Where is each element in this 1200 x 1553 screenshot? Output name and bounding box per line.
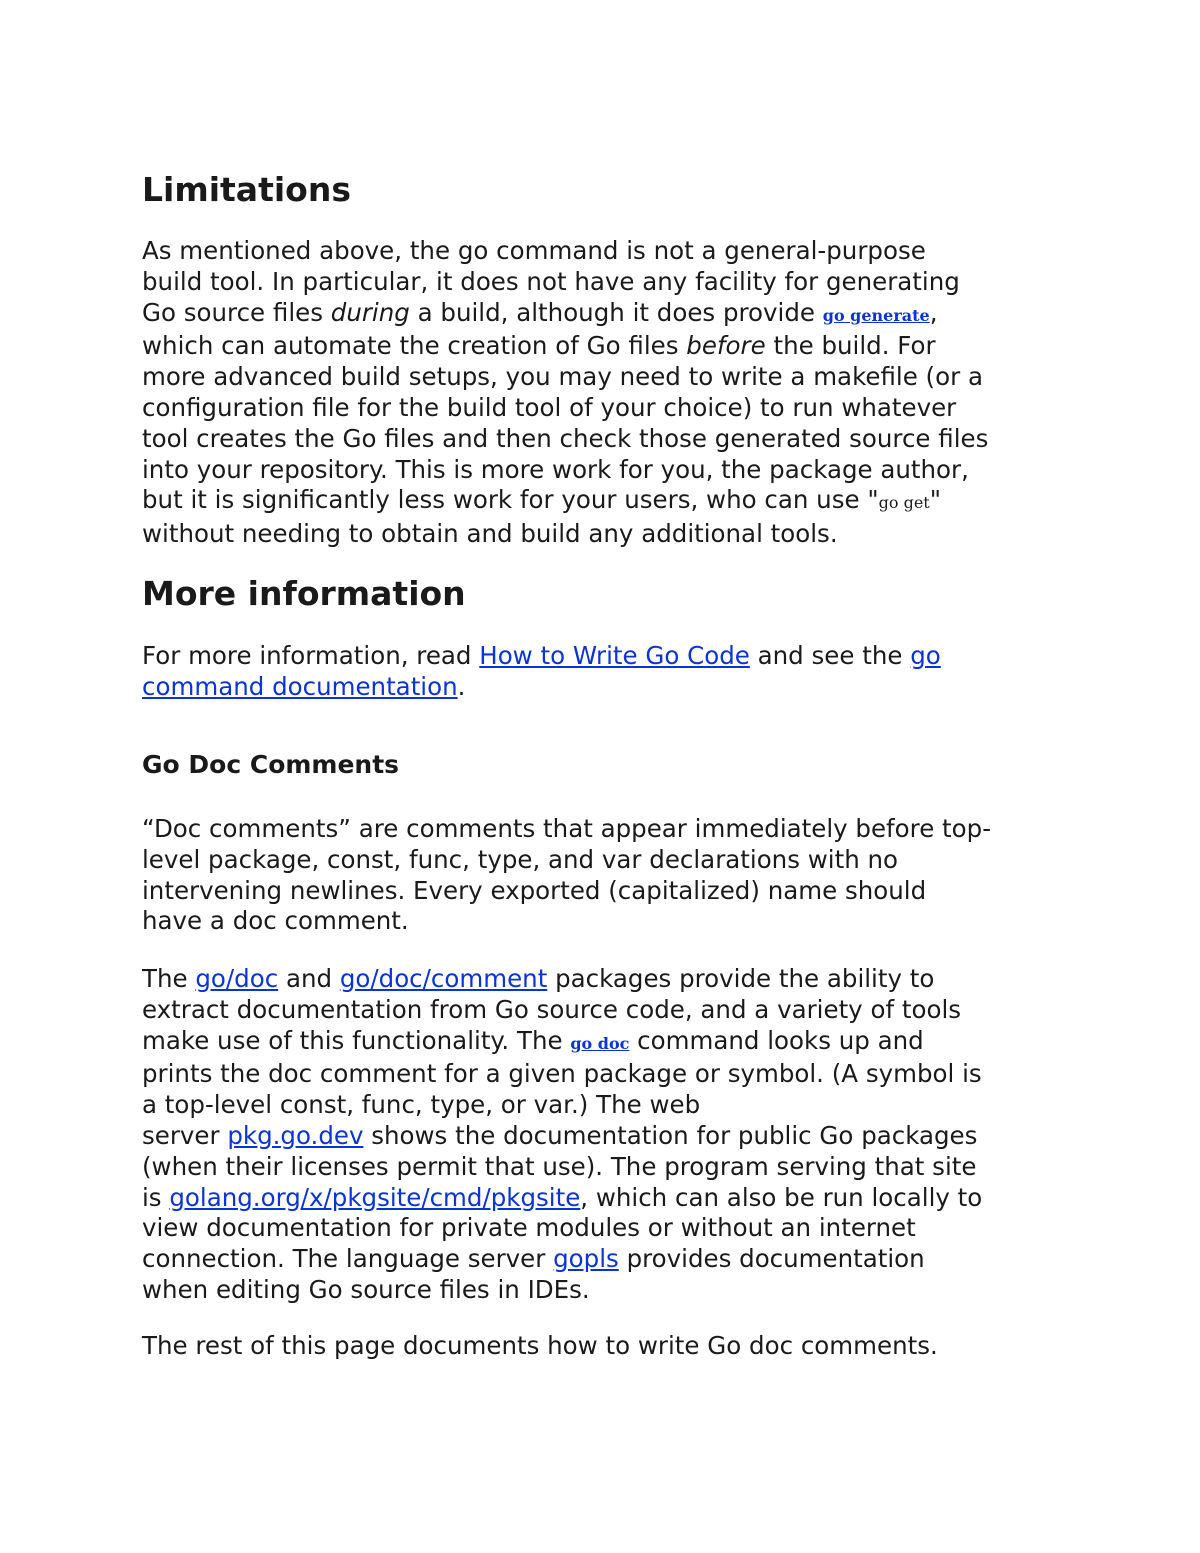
link-go-doc-command[interactable]: go doc [570,1033,630,1053]
text-run: the build. For [765,331,936,361]
doc-comments-paragraph-2 [142,964,1072,1306]
text-run: Go source files [142,297,331,327]
text-run: shows the documentation for public Go packages [363,1120,978,1150]
text-run: server [142,1120,228,1150]
text-line: when editing Go source files in IDEs. [142,1274,590,1304]
text-run: but it is significantly less work for your users, who can use " [142,485,879,515]
text-line: a top-level const, func, type, or var.) The web [142,1090,701,1120]
text-run: a build, although it does provide [409,297,823,327]
text-line [142,1121,1072,1152]
heading-limitations: Limitations [142,170,351,209]
text-run: and see the [749,641,911,670]
text-line: without needing to obtain and build any additional tools. [142,519,838,549]
text-line: configuration file for the build tool of your choice) to run whatever [142,392,957,422]
text-line: view documentation for private modules or without an internet [142,1213,916,1243]
link-pkg-go-dev[interactable]: pkg.go.dev [227,1120,364,1150]
text-line: build tool. In particular, it does not have any facility for generating [142,266,960,296]
text-line: more advanced build setups, you may need to write a makefile (or a [142,362,983,392]
text-line: into your repository. This is more work for you, the package author, [142,454,969,484]
text-run: packages provide the ability to [547,964,935,993]
text-line: As mentioned above, the go command is not a general-purpose [142,236,926,265]
text-run: command looks up and [629,1025,924,1055]
text-run: , [929,297,938,327]
doc-comments-paragraph-1 [142,814,1072,937]
text-run: . [457,671,466,701]
text-line [142,298,1072,332]
link-go-command-documentation-cont[interactable]: command documentation [142,671,458,701]
text-run: " [929,485,941,515]
text-line [142,1244,1072,1275]
heading-go-doc-comments: Go Doc Comments [142,750,400,779]
text-run: The [142,964,196,993]
text-line [142,641,1072,672]
emphasis-before: before [686,331,766,361]
text-line: intervening newlines. Every exported (capitalized) name should [142,875,927,905]
text-run: which can automate the creation of Go files [142,331,687,361]
more-info-paragraph [142,641,1072,703]
text-run: provides documentation [618,1244,925,1274]
text-run: connection. The language server [142,1244,554,1274]
emphasis-during: during [330,297,410,327]
text-run: is [142,1182,170,1212]
text-line [142,1183,1072,1214]
link-how-to-write-go-code[interactable]: How to Write Go Code [479,641,750,670]
text-line: have a doc comment. [142,906,409,936]
text-run: and [278,964,340,993]
doc-comments-paragraph-3 [142,1331,1072,1362]
link-go-doc-comment-package[interactable]: go/doc/comment [339,964,548,993]
text-line [142,1026,1072,1060]
limitations-paragraph [142,236,1072,550]
text-line: tool creates the Go files and then check those generated source files [142,423,989,453]
text-line: The rest of this page documents how to write Go doc comments. [142,1331,938,1360]
link-gopls[interactable]: gopls [553,1244,619,1274]
text-run: For more information, read [142,641,480,670]
text-line [142,672,1072,703]
text-line: extract documentation from Go source code, and a variety of tools [142,994,962,1024]
text-line: “Doc comments” are comments that appear immediately before top- [142,814,992,843]
text-line: prints the doc comment for a given package or symbol. (A symbol is [142,1059,982,1089]
heading-more-information: More information [142,574,466,613]
text-line [142,964,1072,995]
text-line: level package, const, func, type, and var declarations with no [142,844,899,874]
link-pkgsite[interactable]: golang.org/x/pkgsite/cmd/pkgsite [169,1182,581,1212]
code-go-get: go get [878,493,930,513]
text-run: make use of this functionality. The [142,1025,571,1055]
text-line: (when their licenses permit that use). The program serving that site [142,1151,977,1181]
text-line [142,485,1072,519]
link-go-doc-package[interactable]: go/doc [195,964,279,993]
link-go-command-documentation[interactable]: go [910,641,941,670]
text-line [142,331,1072,362]
link-go-generate[interactable]: go generate [822,305,930,325]
text-run: , which can also be run locally to [580,1182,983,1212]
